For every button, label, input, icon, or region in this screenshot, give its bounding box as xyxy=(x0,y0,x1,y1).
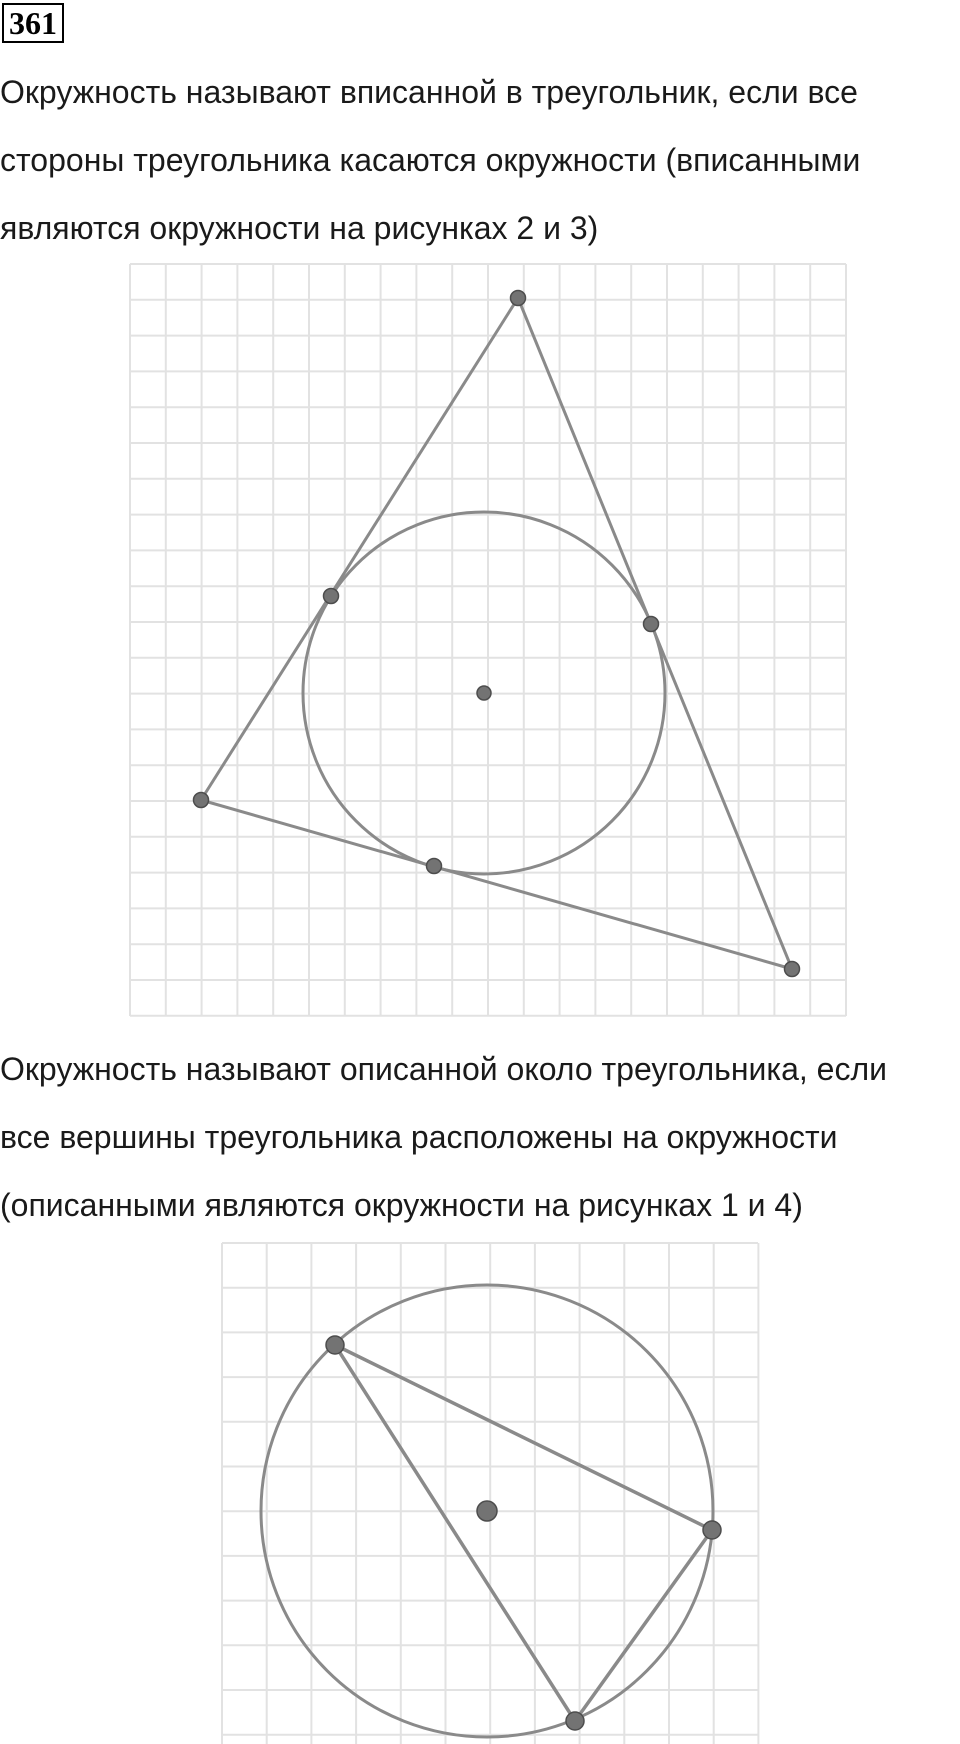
text-line: стороны треугольника касаются окружности (вписанными xyxy=(0,142,861,178)
inscribed-circle-figure xyxy=(0,257,960,1017)
tangent-point xyxy=(324,589,339,604)
triangle-side xyxy=(335,1345,712,1530)
text-line: Окружность называют описанной около треугольника, если xyxy=(0,1051,887,1087)
vertex-point xyxy=(326,1336,344,1354)
triangle xyxy=(335,1345,712,1721)
vertex-point xyxy=(566,1712,584,1730)
vertex-point xyxy=(194,793,209,808)
tangent-point xyxy=(427,859,442,874)
points xyxy=(326,1336,721,1730)
vertex-point xyxy=(511,291,526,306)
vertex-point xyxy=(785,962,800,977)
grid xyxy=(130,264,846,1016)
triangle-side xyxy=(201,298,518,800)
inscribed-definition xyxy=(0,58,958,262)
vertex-point xyxy=(703,1521,721,1539)
center-point xyxy=(477,1501,497,1521)
text-line: являются окружности на рисунках 2 и 3) xyxy=(0,210,599,246)
text-line: все вершины треугольника расположены на окружности xyxy=(0,1119,838,1155)
center-point xyxy=(477,686,491,700)
triangle-side xyxy=(335,1345,575,1721)
triangle-side xyxy=(575,1530,712,1721)
task-number: 361 xyxy=(2,3,64,43)
grid xyxy=(222,1243,758,1744)
circumscribed-definition xyxy=(0,1035,958,1239)
text-line: (описанными являются окружности на рисунках 1 и 4) xyxy=(0,1187,803,1223)
text-line: Окружность называют вписанной в треугольник, если все xyxy=(0,74,858,110)
circumscribed-circle-figure xyxy=(0,1236,960,1744)
tangent-point xyxy=(644,617,659,632)
